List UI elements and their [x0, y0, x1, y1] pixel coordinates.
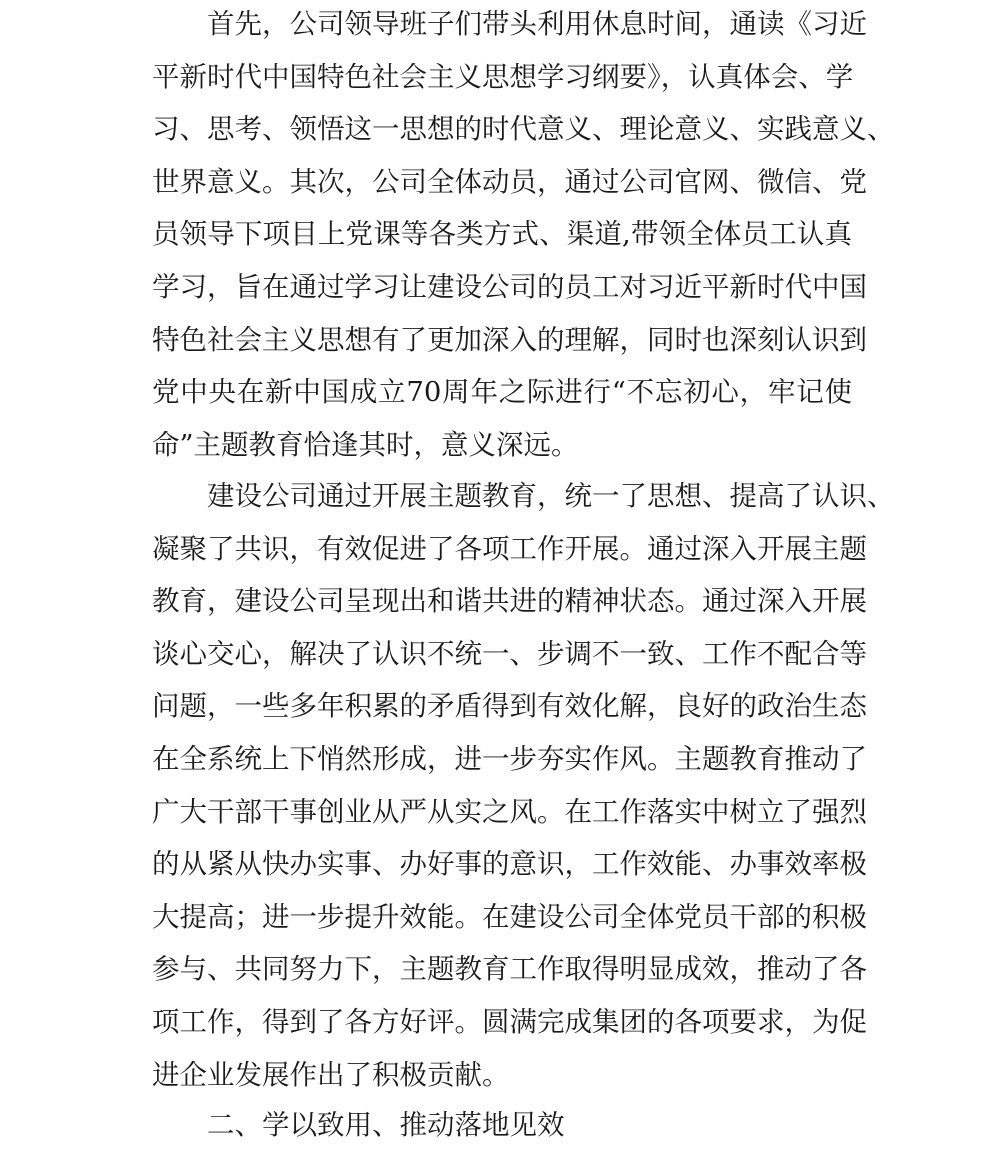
paragraph-line: 的从紧从快办实事、办好事的意识，工作效能、办事效率极: [152, 848, 867, 881]
paragraph-line: 命”主题教育恰逢其时，意义深远。: [152, 428, 579, 461]
paragraph-line: 广大干部干事创业从严从实之风。在工作落实中树立了强烈: [152, 795, 867, 828]
paragraph-line: 参与、共同努力下，主题教育工作取得明显成效，推动了各: [152, 953, 867, 986]
paragraph-line: 项工作，得到了各方好评。圆满完成集团的各项要求，为促: [152, 1005, 867, 1038]
paragraph-study-intro: [152, 0, 895, 471]
paragraph-line: 党中央在新中国成立70周年之际进行“不忘初心，牢记使: [152, 376, 852, 409]
paragraph-education-results: [152, 470, 895, 1101]
paragraph-line: 谈心交心，解决了认识不统一、步调不一致、工作不配合等: [152, 637, 867, 670]
paragraph-line: 特色社会主义思想有了更加深入的理解，同时也深刻认识到: [152, 323, 867, 356]
paragraph-line: 教育，建设公司呈现出和谐共进的精神状态。通过深入开展: [152, 585, 867, 618]
paragraph-line: 建设公司通过开展主题教育，统一了思想、提高了认识、: [207, 480, 895, 512]
paragraph-line: 凝聚了共识，有效促进了各项工作开展。通过深入开展主题: [152, 532, 867, 565]
section-heading-text: 二、学以致用、推动落地见效: [207, 1109, 565, 1141]
paragraph-line: 问题，一些多年积累的矛盾得到有效化解，良好的政治生态: [152, 690, 867, 723]
paragraph-line: 学习，旨在通过学习让建设公司的员工对习近平新时代中国: [152, 270, 867, 303]
section-heading: [152, 1099, 852, 1152]
paragraph-line: 在全系统上下悄然形成，进一步夯实作风。主题教育推动了: [152, 742, 867, 775]
paragraph-line: 平新时代中国特色社会主义思想学习纲要》，认真体会、学: [152, 60, 854, 93]
paragraph-line: 世界意义。其次，公司全体动员，通过公司官网、微信、党: [152, 165, 867, 198]
paragraph-line: 员领导下项目上党课等各类方式、渠道,带领全体员工认真: [152, 218, 852, 251]
paragraph-line: 习、思考、领悟这一思想的时代意义、理论意义、实践意义、: [152, 113, 895, 146]
paragraph-line: 进企业发展作出了积极贡献。: [152, 1058, 510, 1091]
paragraph-line: 首先，公司领导班子们带头利用休息时间，通读《习近: [207, 8, 867, 40]
paragraph-line: 大提高；进一步提升效能。在建设公司全体党员干部的积极: [152, 900, 867, 933]
